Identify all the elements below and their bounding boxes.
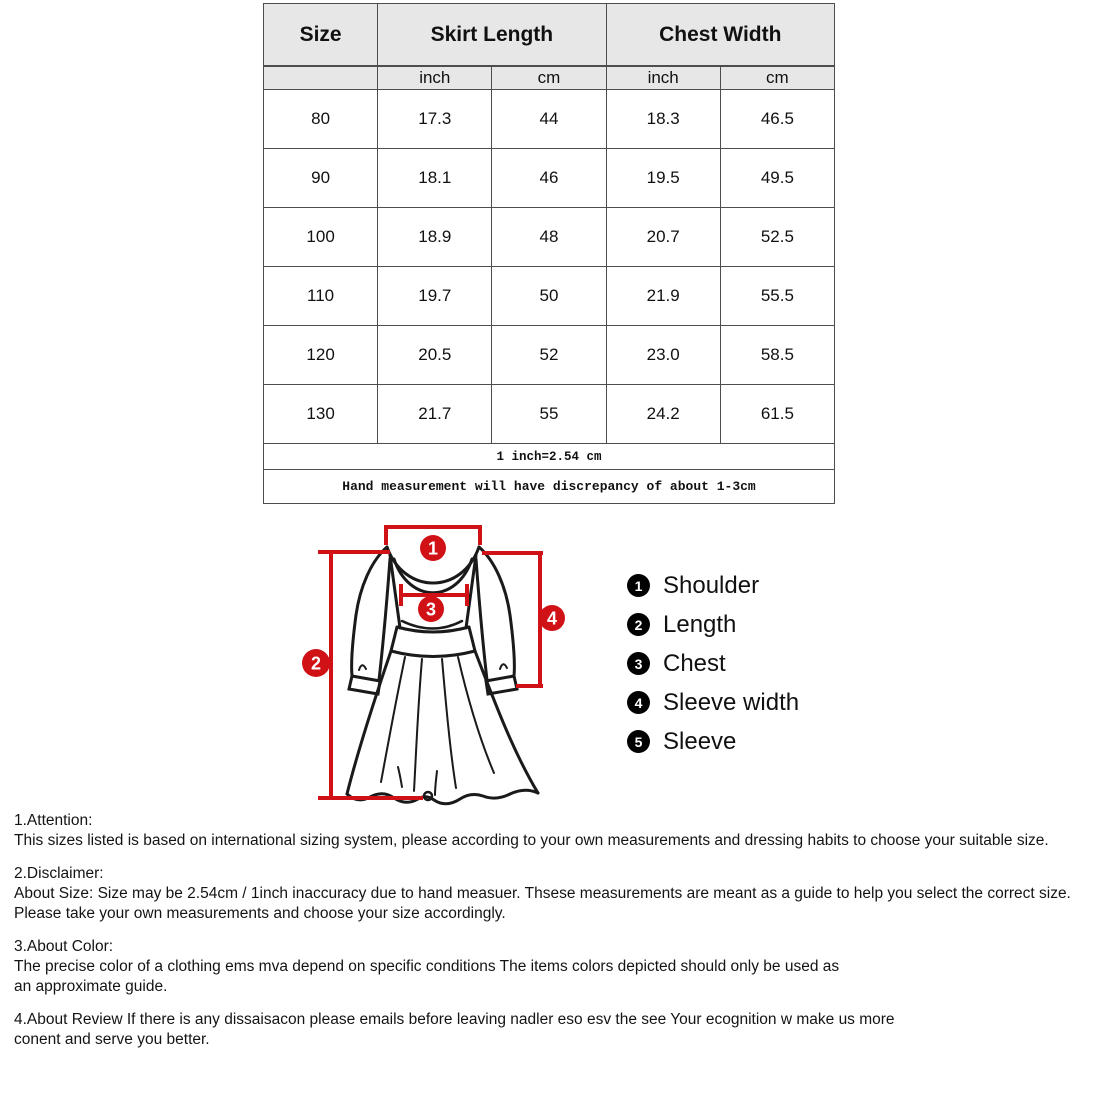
legend-item-sleeve <box>627 722 799 761</box>
note-heading: 3.About Color: <box>14 938 114 955</box>
svg-text:4: 4 <box>546 608 558 629</box>
table-header-row <box>264 4 835 67</box>
cell-skirt-cm: 50 <box>492 267 606 326</box>
table-subheader-row <box>264 66 835 90</box>
note-line: This sizes listed is based on international sizing system, please according to your own measurements and dressing habits to choose your suitable size. <box>14 832 1049 849</box>
dress-measurement-diagram <box>290 505 610 815</box>
legend-label: Chest <box>663 649 726 677</box>
cell-skirt-cm: 52 <box>492 326 606 385</box>
table-row <box>264 385 835 444</box>
cell-chest-inch: 20.7 <box>606 208 720 267</box>
svg-text:2: 2 <box>310 653 322 674</box>
note-line: an approximate guide. <box>14 978 168 995</box>
cell-skirt-inch: 18.9 <box>378 208 492 267</box>
dress-outline <box>347 547 538 804</box>
measurement-note-row <box>264 470 835 504</box>
cell-chest-cm: 58.5 <box>720 326 834 385</box>
col-header-skirt-length: Skirt Length <box>378 4 606 67</box>
cell-chest-inch: 24.2 <box>606 385 720 444</box>
table-row <box>264 90 835 149</box>
legend-item-chest <box>627 644 799 683</box>
subheader-skirt-inch: inch <box>378 66 492 90</box>
cell-chest-cm: 49.5 <box>720 149 834 208</box>
note-section-disclaimer <box>14 864 1094 924</box>
number-5-icon: 5 <box>627 730 650 753</box>
cell-skirt-inch: 19.7 <box>378 267 492 326</box>
note-line: conent and serve you better. <box>14 1031 210 1048</box>
note-heading: 2.Disclaimer: <box>14 865 104 882</box>
note-line: Please take your own measurements and choose your size accordingly. <box>14 905 506 922</box>
note-line: 4.About Review If there is any dissaisacon please emails before leaving nadler eso esv the see Your ecognition w make us more <box>14 1011 895 1028</box>
cell-skirt-inch: 20.5 <box>378 326 492 385</box>
cell-size: 100 <box>264 208 378 267</box>
col-header-chest-width: Chest Width <box>606 4 834 67</box>
table-row <box>264 267 835 326</box>
subheader-empty-cell <box>264 66 378 90</box>
legend-label: Length <box>663 610 737 638</box>
cell-size: 80 <box>264 90 378 149</box>
legend-item-shoulder <box>627 566 799 605</box>
cell-chest-cm: 55.5 <box>720 267 834 326</box>
sleeve-measure-line <box>482 553 543 686</box>
cell-size: 110 <box>264 267 378 326</box>
legend-label: Sleeve <box>663 727 737 755</box>
callout-1-badge <box>420 535 446 561</box>
table-row <box>264 208 835 267</box>
note-section-attention <box>14 811 1094 851</box>
cell-chest-inch: 23.0 <box>606 326 720 385</box>
legend-item-length <box>627 605 799 644</box>
legend-label: Sleeve width <box>663 688 800 716</box>
conversion-note-row <box>264 444 835 470</box>
col-header-size: Size <box>264 4 378 67</box>
table-row <box>264 149 835 208</box>
cell-size: 90 <box>264 149 378 208</box>
cell-skirt-cm: 46 <box>492 149 606 208</box>
legend-item-sleeve-width <box>627 683 799 722</box>
note-line: The precise color of a clothing ems mva depend on specific conditions The items colors depicted should only be used as <box>14 958 840 975</box>
measurement-note: Hand measurement will have discrepancy of about 1-3cm <box>264 470 835 504</box>
cell-chest-inch: 19.5 <box>606 149 720 208</box>
cell-skirt-inch: 21.7 <box>378 385 492 444</box>
cell-skirt-inch: 18.1 <box>378 149 492 208</box>
notes-block <box>14 811 1094 1063</box>
measurement-legend <box>627 566 799 761</box>
legend-label: Shoulder <box>663 571 760 599</box>
svg-text:3: 3 <box>425 599 437 620</box>
table-row <box>264 326 835 385</box>
size-chart-table <box>263 3 835 504</box>
callout-2-badge <box>302 649 330 677</box>
cell-skirt-cm: 44 <box>492 90 606 149</box>
cell-skirt-cm: 48 <box>492 208 606 267</box>
note-line: About Size: Size may be 2.54cm / 1inch inaccuracy due to hand measuer. Thsese measurements are meant as a guide to help you select the correct size. <box>14 885 1071 902</box>
cell-size: 130 <box>264 385 378 444</box>
cell-chest-cm: 61.5 <box>720 385 834 444</box>
cell-chest-cm: 46.5 <box>720 90 834 149</box>
subheader-chest-cm: cm <box>720 66 834 90</box>
number-2-icon: 2 <box>627 613 650 636</box>
cell-size: 120 <box>264 326 378 385</box>
note-heading: 1.Attention: <box>14 812 93 829</box>
callout-3-badge <box>418 596 444 622</box>
conversion-note: 1 inch=2.54 cm <box>264 444 835 470</box>
number-3-icon: 3 <box>627 652 650 675</box>
callout-4-badge <box>539 605 565 631</box>
cell-skirt-cm: 55 <box>492 385 606 444</box>
number-1-icon: 1 <box>627 574 650 597</box>
svg-text:1: 1 <box>427 538 439 559</box>
cell-chest-inch: 21.9 <box>606 267 720 326</box>
subheader-chest-inch: inch <box>606 66 720 90</box>
subheader-skirt-cm: cm <box>492 66 606 90</box>
note-section-about-color <box>14 937 1094 997</box>
number-4-icon: 4 <box>627 691 650 714</box>
cell-skirt-inch: 17.3 <box>378 90 492 149</box>
note-section-about-review <box>14 1010 1094 1050</box>
cell-chest-cm: 52.5 <box>720 208 834 267</box>
cell-chest-inch: 18.3 <box>606 90 720 149</box>
length-measure-line <box>318 552 423 798</box>
